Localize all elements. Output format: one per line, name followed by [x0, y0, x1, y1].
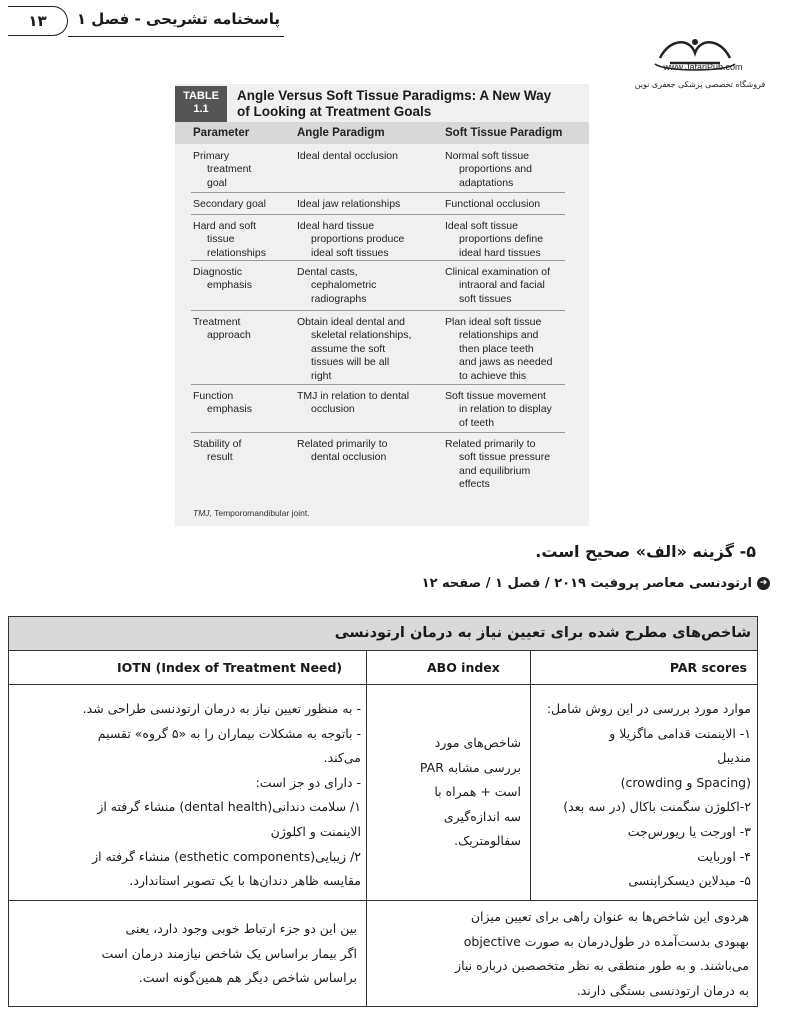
note-line: بهبودی بدست‌آمده در طول‌درمان به صورت objective [463, 933, 749, 949]
table-cell-line: ideal soft tissues [311, 246, 389, 259]
iotn-line: - دارای دو جز است: [255, 774, 361, 790]
note-line: براساس شاخص دیگر هم همین‌گونه است. [138, 970, 357, 986]
table-cell-line: radiographs [311, 292, 367, 305]
comparison-note-right [379, 905, 749, 1003]
soft-tissue-paradigm-cell [445, 198, 585, 211]
table-cell-line: in relation to display [459, 403, 552, 416]
par-line: ۵- میدلاین دیسکراپنسی [628, 873, 751, 889]
publisher-logo [640, 18, 750, 88]
table-row-rule [191, 310, 565, 311]
publisher-url: www.JafariPub.com [663, 62, 743, 72]
table-cell-line: Ideal dental occlusion [297, 150, 398, 162]
table-cell-line: approach [207, 329, 251, 342]
iotn-header: IOTN (Index of Treatment Need) [117, 660, 343, 675]
footnote-text: Temporomandibular joint. [211, 508, 310, 518]
table-row-rule [191, 260, 565, 261]
parameter-cell [193, 390, 293, 417]
abo-line: بررسی مشابه PAR [419, 759, 521, 775]
angle-paradigm-cell [297, 438, 437, 465]
table-cell-line: result [207, 451, 233, 464]
abo-line: سفالومتریک. [454, 833, 521, 849]
table-badge-label: TABLE [183, 90, 219, 102]
table-cell-line: goal [207, 176, 227, 189]
note-line: می‌باشند. و به طور منطقی به نظر متخصصین درباره نیاز [455, 958, 749, 974]
table-cell-line: effects [459, 478, 490, 491]
table-cell-line: Ideal hard tissue [297, 220, 375, 232]
table-cell-line: soft tissues [459, 292, 512, 305]
table-cell-line: occlusion [311, 403, 355, 416]
abo-line: سه اندازه‌گیری [443, 808, 521, 824]
table-cell-line: dental occlusion [311, 451, 387, 464]
abo-line: است + همراه با [434, 784, 521, 800]
table-cell-line: Soft tissue movement [445, 390, 546, 402]
table-cell-line: Stability of [193, 438, 242, 450]
table-cell-line: Diagnostic [193, 266, 243, 278]
publisher-name: فروشگاه تخصصی پزشکی جعفری نوین [634, 80, 766, 89]
column-header: Parameter [193, 127, 250, 139]
column-header: Angle Paradigm [297, 127, 385, 139]
parameter-cell [193, 316, 293, 343]
answer-line: ۵- گزینه «الف» صحیح است. [535, 542, 756, 561]
iotn-line: - باتوجه به مشکلات بیماران را به «۵ گروه» تقسیم [97, 725, 361, 741]
par-line: ۱- الاینمنت قدامی ماگزیلا و [609, 725, 751, 741]
table-cell-line: Related primarily to [445, 438, 536, 450]
angle-paradigm-cell [297, 390, 437, 417]
table-cell-line: Obtain ideal dental and [297, 316, 405, 328]
table-cell-line: right [311, 369, 332, 382]
angle-paradigm-cell [297, 220, 437, 260]
indices-table [8, 616, 758, 1007]
table-row-rule [191, 384, 565, 385]
table-cell-line: relationships [207, 246, 266, 259]
abo-line: شاخص‌های مورد [434, 735, 521, 750]
parameter-cell [193, 438, 293, 465]
par-header: PAR scores [669, 660, 747, 675]
soft-tissue-paradigm-cell [445, 150, 585, 190]
iotn-line: - به منظور تعیین نیاز به درمان ارتودنسی طراحی شد. [82, 701, 361, 716]
soft-tissue-paradigm-cell [445, 266, 585, 306]
table-cell-line: skeletal relationships, [311, 329, 412, 342]
header-rule [68, 36, 284, 37]
table-cell-line: Treatment [193, 316, 241, 328]
table-cell-line: Plan ideal soft tissue [445, 316, 542, 328]
parameter-cell [193, 150, 293, 190]
angle-paradigm-cell [297, 266, 437, 306]
table-cell-line: proportions and [459, 163, 532, 176]
table-cell-line: tissues will be all [311, 356, 390, 369]
table-cell-line: Dental casts, [297, 266, 358, 278]
source-reference [422, 576, 770, 591]
table-cell-line: and equilibrium [459, 464, 531, 477]
table-title-line: of Looking at Treatment Goals [237, 104, 432, 119]
table-cell-line: of teeth [459, 416, 495, 429]
par-line: ۳- اورجت یا ریورس‌جت [627, 823, 751, 839]
soft-tissue-paradigm-cell [445, 316, 585, 383]
table-cell-line: assume the soft [311, 342, 386, 355]
table-row-rule [191, 192, 565, 193]
angle-paradigm-cell [297, 150, 437, 163]
table-cell-line: Ideal jaw relationships [297, 198, 401, 210]
chapter-title: پاسخنامه تشریحی - فصل ۱ [76, 10, 280, 28]
table-1-1 [175, 84, 589, 526]
note-line: بین این دو جزء ارتباط خوبی وجود دارد، یعنی [125, 921, 357, 936]
table-cell-line: proportions produce [311, 233, 405, 246]
parameter-cell [193, 198, 293, 211]
table-cell-line: soft tissue pressure [459, 451, 551, 464]
table-cell-line: to achieve this [459, 369, 527, 382]
table-cell-line: TMJ in relation to dental [297, 390, 410, 402]
par-line: (Spacing و crowding) [620, 774, 751, 790]
par-line: ۲-اکلوژن سگمنت باکال (در سه بعد) [563, 799, 751, 815]
soft-tissue-paradigm-cell [445, 438, 585, 492]
table-cell-line: tissue [207, 233, 235, 246]
footnote-abbr: TMJ, [193, 508, 212, 518]
comparison-note-left [15, 917, 357, 991]
table-title [237, 88, 587, 120]
angle-paradigm-cell [297, 198, 437, 211]
iotn-line: می‌کند. [323, 750, 361, 766]
summary-row-rule [9, 900, 757, 901]
table-cell-line: cephalometric [311, 279, 377, 292]
column-divider [530, 650, 531, 900]
table-cell-line: Ideal soft tissue [445, 220, 518, 232]
par-line: مندیبل [717, 750, 751, 766]
table-cell-line: and jaws as needed [459, 356, 553, 369]
table-cell-line: Hard and soft [193, 220, 257, 232]
iotn-line: مقایسه ظاهر دندان‌ها با یک تصویر استاندارد. [129, 873, 361, 889]
table-cell-line: Related primarily to [297, 438, 388, 450]
table-cell-line: Function [193, 390, 234, 402]
reference-icon: ➜ [757, 577, 770, 590]
iotn-line: ۱/ سلامت دندانی(dental health) منشاء گرفته از [97, 799, 361, 815]
abo-header: ABO index [427, 660, 500, 675]
table-cell-line: ideal hard tissues [459, 246, 541, 259]
iotn-description [15, 697, 361, 894]
note-line: هردوی این شاخص‌ها به عنوان راهی برای تعیین میزان [470, 909, 749, 924]
table-cell-line: relationships and [459, 329, 539, 342]
table-cell-line: Primary [193, 150, 230, 162]
table-cell-line: then place teeth [459, 342, 534, 355]
table-cell-line: proportions define [459, 233, 544, 246]
table-cell-line: Clinical examination of [445, 266, 551, 278]
table-badge [175, 86, 227, 122]
page-number: ۱۳ [8, 6, 68, 36]
column-divider [366, 650, 367, 1006]
par-description [537, 697, 751, 894]
table-cell-line: treatment [207, 163, 252, 176]
iotn-line: الاینمنت و اکلوژن [270, 823, 361, 839]
table-badge-number: 1.1 [193, 103, 209, 115]
abo-description [381, 731, 521, 854]
angle-paradigm-cell [297, 316, 437, 383]
table-cell-line: Secondary goal [193, 198, 266, 210]
parameter-cell [193, 220, 293, 260]
table-cell-line: adaptations [459, 176, 514, 189]
soft-tissue-paradigm-cell [445, 220, 585, 260]
soft-tissue-paradigm-cell [445, 390, 585, 430]
table-cell-line: Functional occlusion [445, 198, 541, 210]
note-line: اگر بیمار براساس یک شاخص نیازمند درمان است [101, 945, 357, 961]
iotn-line: ۲/ زیبایی(esthetic components) منشاء گرفته از [92, 848, 361, 864]
indices-title: شاخص‌های مطرح شده برای تعیین نیاز به درمان ارتودنسی [334, 625, 751, 641]
table-cell-line: intraoral and facial [459, 279, 545, 292]
par-line: موارد مورد بررسی در این روش شامل: [546, 701, 751, 716]
table-cell-line: emphasis [207, 403, 252, 416]
table-row-rule [191, 432, 565, 433]
column-header: Soft Tissue Paradigm [445, 127, 563, 139]
table-row-rule [191, 214, 565, 215]
header-row-rule [9, 684, 757, 685]
note-line: به درمان ارتودنسی بستگی دارند. [576, 982, 749, 998]
source-text: ارتودنسی معاصر پروفیت ۲۰۱۹ / فصل ۱ / صفحه ۱۲ [421, 576, 752, 591]
table-cell-line: emphasis [207, 279, 252, 292]
table-title-line: Angle Versus Soft Tissue Paradigms: A New Way [237, 88, 552, 103]
table-cell-line: Normal soft tissue [445, 150, 530, 162]
par-line: ۴- اوربایت [697, 848, 751, 864]
parameter-cell [193, 266, 293, 293]
table-footnote [193, 508, 310, 518]
